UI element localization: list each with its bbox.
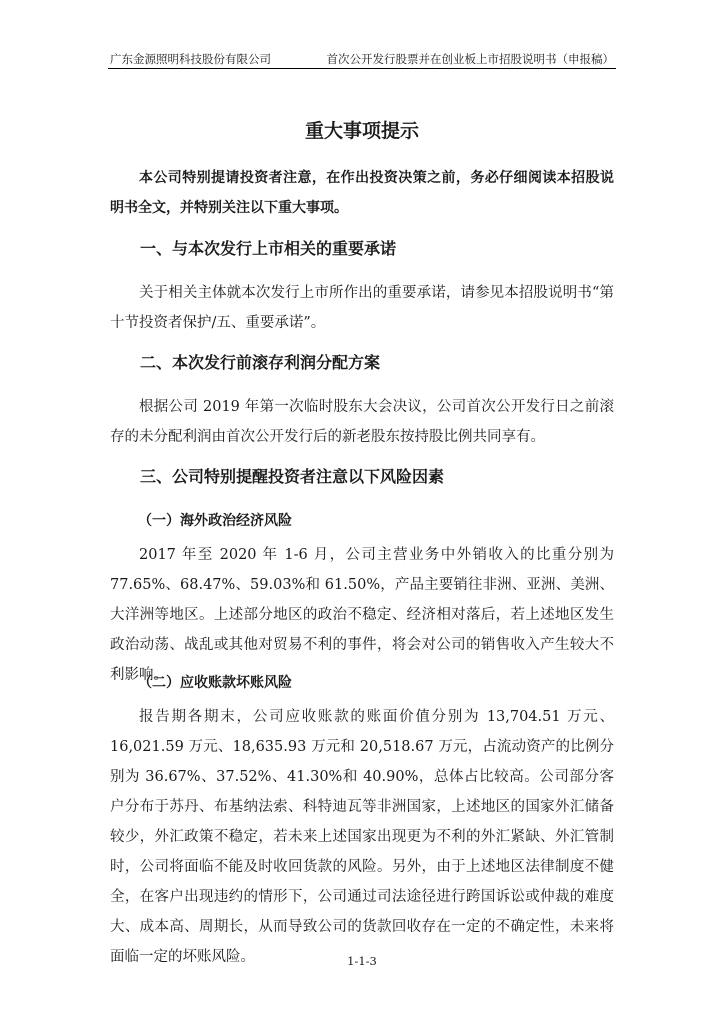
section-1-heading: 一、与本次发行上市相关的重要承诺 [140,239,397,258]
subsection-2-heading: （二）应收账款坏账风险 [138,675,292,691]
section-1-body: 关于相关主体就本次发行上市所作出的重要承诺，请参见本招股说明书“第十节投资者保护/五、重要承诺”。 [110,285,614,331]
subsection-2-body: 报告期各期末，公司应收账款的账面价值分别为 13,704.51 万元、16,021.59 万元、18,635.93 万元和 20,518.67 万元，占流动资产的比例分别为 36.67%、37.52%、41.30%和 40.90%，总体占比较高。公司部分客户分布于苏丹、布基纳法索、科特迪瓦等非洲国家，上述地区的国家外汇储备较少，外汇政策不稳定，若未来上述国家出现更为不利的外汇紧缺、外汇管制时，公司将面临不能及时收回货款的风险。另外，由于上述地区法律制度不健全，在客户出现违约的情形下，公司通过司法途径进行跨国诉讼或仲裁的难度大、成本高、周期长，从而导致公司的货款回收存在一定的不确定性，未来将面临一定的坏账风险。 [110,709,614,965]
page-title: 重大事项提示 [304,120,419,142]
subsection-1-heading: （一）海外政治经济风险 [138,513,292,529]
section-3-heading: 三、公司特别提醒投资者注意以下风险因素 [140,467,445,486]
header-doc-title: 首次公开发行股票并在创业板上市招股说明书（申报稿） [326,52,614,66]
subsection-1-body: 2017 年至 2020 年 1-6 月，公司主营业务中外销收入的比重分别为 77.65%、68.47%、59.03%和 61.50%，产品主要销往非洲、亚洲、美洲、大洋洲等地区。上述部分地区的政治不稳定、经济相对落后，若上述地区发生政治动荡、战乱或其他对贸易不利的事件，将会对公司的销售收入产生较大不利影响。 [110,547,614,683]
section-2-body: 根据公司 2019 年第一次临时股东大会决议，公司首次公开发行日之前滚存的未分配利润由首次公开发行后的新老股东按持股比例共同享有。 [110,399,614,445]
header-rule [108,68,616,69]
page-number: 1-1-3 [347,954,377,968]
header-company: 广东金源照明科技股份有限公司 [110,52,271,66]
section-2-heading: 二、本次发行前滚存利润分配方案 [140,353,381,372]
intro-paragraph: 本公司特别提请投资者注意，在作出投资决策之前，务必仔细阅读本招股说明书全文，并特别关注以下重大事项。 [110,170,614,216]
